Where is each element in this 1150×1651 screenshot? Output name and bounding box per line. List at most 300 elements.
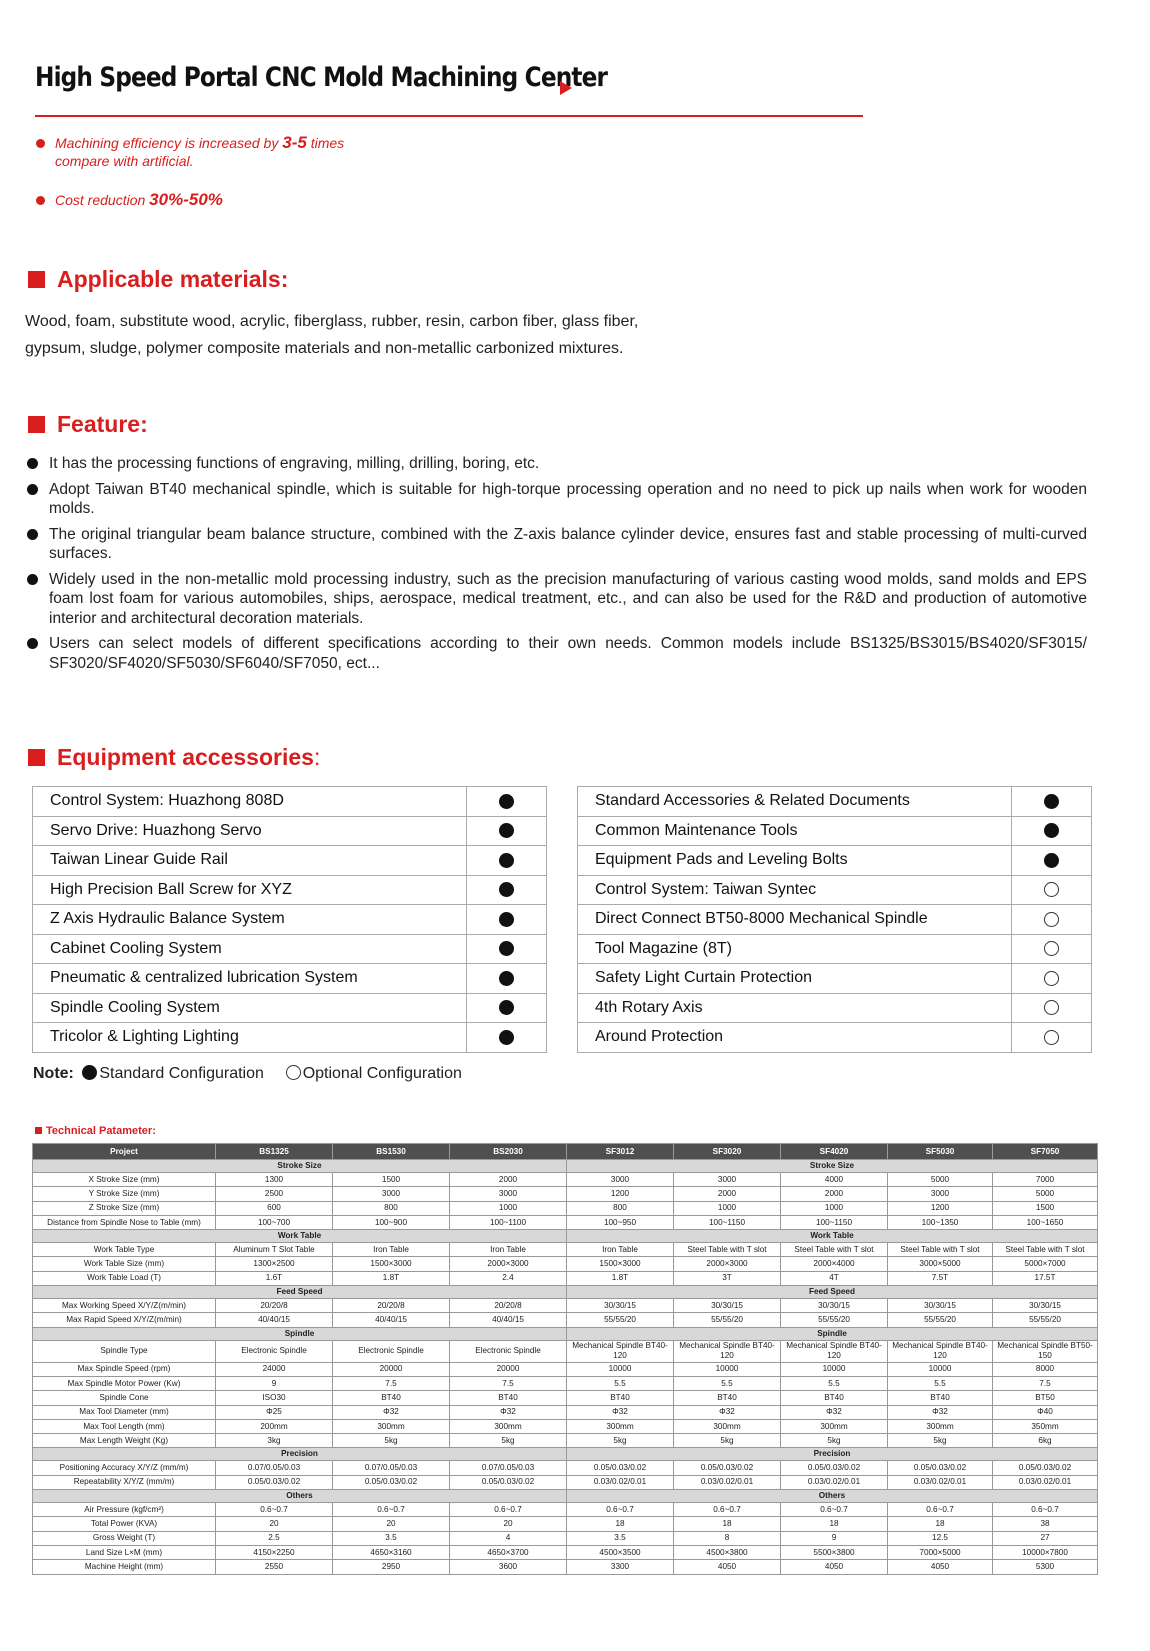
feature-heading: [28, 411, 148, 438]
table-cell: 2.4: [450, 1271, 567, 1285]
accessory-label: Pneumatic & centralized lubrication System: [33, 964, 467, 994]
accessory-label: Control System: Huazhong 808D: [33, 787, 467, 817]
table-cell: 300mm: [567, 1419, 674, 1433]
table-cell: 40/40/15: [333, 1313, 450, 1327]
table-cell: Mechanical Spindle BT40-120: [567, 1340, 674, 1362]
materials-heading: [28, 266, 288, 293]
row-label: Work Table Type: [33, 1243, 216, 1257]
table-cell: 300mm: [333, 1419, 450, 1433]
accessory-label: Z Axis Hydraulic Balance System: [33, 905, 467, 935]
table-cell: 5kg: [888, 1434, 993, 1448]
red-square-icon: [28, 749, 45, 766]
table-cell: 20000: [333, 1362, 450, 1376]
table-cell: 5kg: [781, 1434, 888, 1448]
table-cell: 12.5: [888, 1531, 993, 1545]
feature-item-text: It has the processing functions of engraving, milling, drilling, boring, etc.: [49, 455, 540, 472]
table-cell: Iron Table: [567, 1243, 674, 1257]
highlight-number: 30%-50%: [149, 190, 223, 209]
accessories-heading-colon: :: [313, 744, 321, 770]
section-row: [33, 1160, 1098, 1173]
technical-heading-colon: :: [152, 1125, 156, 1137]
table-cell: BT40: [567, 1391, 674, 1405]
play-arrow-icon: [560, 81, 572, 95]
table-cell: 1300×2500: [216, 1257, 333, 1271]
table-cell: 0.07/0.05/0.03: [450, 1461, 567, 1475]
table-cell: 1500: [993, 1201, 1098, 1215]
section-row: [33, 1448, 1098, 1461]
table-cell: 55/55/20: [567, 1313, 674, 1327]
table-cell: 0.05/0.03/0.02: [567, 1461, 674, 1475]
column-header: BS1530: [333, 1144, 450, 1160]
table-row: [33, 1362, 1098, 1376]
accessory-row: [33, 816, 547, 846]
table-cell: 20: [450, 1517, 567, 1531]
table-cell: 4500×3800: [674, 1545, 781, 1559]
table-cell: 5000×7000: [993, 1257, 1098, 1271]
filled-circle-icon: [499, 1000, 514, 1015]
materials-line: Wood, foam, substitute wood, acrylic, fiberglass, rubber, resin, carbon fiber, glass fiber,: [25, 313, 639, 330]
table-cell: 1.8T: [333, 1271, 450, 1285]
table-row: [33, 1461, 1098, 1475]
table-cell: Φ32: [333, 1405, 450, 1419]
bullet-icon: [27, 638, 38, 649]
table-cell: 4050: [781, 1560, 888, 1574]
note-label: Note:: [33, 1065, 74, 1082]
table-cell: 1500: [333, 1173, 450, 1187]
table-cell: Steel Table with T slot: [993, 1243, 1098, 1257]
table-cell: 3300: [567, 1560, 674, 1574]
row-label: Spindle Type: [33, 1340, 216, 1362]
filled-circle-icon: [82, 1065, 97, 1080]
row-label: Total Power (KVA): [33, 1517, 216, 1531]
table-row: [33, 1434, 1098, 1448]
red-square-icon: [35, 1127, 42, 1134]
table-cell: 18: [674, 1517, 781, 1531]
section-title: Others: [567, 1490, 1098, 1503]
table-cell: 4T: [781, 1271, 888, 1285]
table-cell: 5.5: [674, 1376, 781, 1390]
table-cell: 300mm: [450, 1419, 567, 1433]
table-cell: Φ40: [993, 1405, 1098, 1419]
table-cell: 30/30/15: [993, 1299, 1098, 1313]
table-cell: 7.5: [333, 1376, 450, 1390]
feature-item: [27, 570, 1087, 629]
section-title: Precision: [567, 1448, 1098, 1461]
section-title: Work Table: [33, 1230, 567, 1243]
table-cell: BT40: [674, 1391, 781, 1405]
table-cell: 0.6~0.7: [216, 1503, 333, 1517]
row-label: Work Table Size (mm): [33, 1257, 216, 1271]
table-cell: 200mm: [216, 1419, 333, 1433]
row-label: Work Table Load (T): [33, 1271, 216, 1285]
table-cell: 27: [993, 1531, 1098, 1545]
table-cell: 5.5: [781, 1376, 888, 1390]
accessory-label: Spindle Cooling System: [33, 993, 467, 1023]
accessory-mark-cell: [1012, 816, 1092, 846]
table-cell: 7.5: [450, 1376, 567, 1390]
accessory-row: [578, 1023, 1092, 1053]
accessory-mark-cell: [467, 905, 547, 935]
table-cell: 3000: [333, 1187, 450, 1201]
table-cell: 55/55/20: [674, 1313, 781, 1327]
section-title: Work Table: [567, 1230, 1098, 1243]
highlight-efficiency: [36, 134, 344, 170]
table-row: [33, 1376, 1098, 1390]
row-label: Max Spindle Motor Power (Kw): [33, 1376, 216, 1390]
table-cell: 40/40/15: [450, 1313, 567, 1327]
table-cell: 5.5: [888, 1376, 993, 1390]
table-cell: 24000: [216, 1362, 333, 1376]
row-label: Max Working Speed X/Y/Z(m/min): [33, 1299, 216, 1313]
table-cell: 800: [567, 1201, 674, 1215]
table-cell: 30/30/15: [781, 1299, 888, 1313]
table-row: [33, 1173, 1098, 1187]
table-row: [33, 1517, 1098, 1531]
table-cell: 7.5: [993, 1376, 1098, 1390]
column-header: SF5030: [888, 1144, 993, 1160]
table-cell: Steel Table with T slot: [674, 1243, 781, 1257]
table-cell: 2.5: [216, 1531, 333, 1545]
feature-item-text: Widely used in the non-metallic mold processing industry, such as the precision manufacturing of various casting wood molds, sand molds and EPS foam lost foam for various automobiles, ships, aerospace, medical treatment, etc., and can also be used for the R&D and production of automotive interior and architectural decoration materials.: [49, 570, 1087, 627]
table-cell: 2000×3000: [450, 1257, 567, 1271]
row-label: Max Tool Diameter (mm): [33, 1405, 216, 1419]
table-cell: 1500×3000: [567, 1257, 674, 1271]
table-cell: 3kg: [216, 1434, 333, 1448]
table-cell: 1200: [888, 1201, 993, 1215]
section-title: Precision: [33, 1448, 567, 1461]
accessory-row: [578, 993, 1092, 1023]
table-cell: Mechanical Spindle BT50-150: [993, 1340, 1098, 1362]
filled-circle-icon: [499, 1030, 514, 1045]
filled-circle-icon: [499, 941, 514, 956]
feature-item-text: The original triangular beam balance structure, combined with the Z-axis balance cylinder device, ensures fast and stable processing of multi-curved surfaces.: [49, 525, 1087, 562]
table-cell: 9: [781, 1531, 888, 1545]
empty-circle-icon: [1044, 882, 1059, 897]
table-row: [33, 1243, 1098, 1257]
table-cell: Electronic Spindle: [333, 1340, 450, 1362]
table-cell: Φ32: [781, 1405, 888, 1419]
table-cell: 100~1350: [888, 1215, 993, 1229]
highlight-text: Machining efficiency is increased by: [55, 135, 283, 151]
table-cell: 1300: [216, 1173, 333, 1187]
accessory-mark-cell: [1012, 905, 1092, 935]
feature-list: [27, 454, 1087, 679]
table-cell: 5300: [993, 1560, 1098, 1574]
empty-circle-icon: [286, 1065, 301, 1080]
row-label: Y Stroke Size (mm): [33, 1187, 216, 1201]
table-cell: BT40: [888, 1391, 993, 1405]
table-cell: 10000: [674, 1362, 781, 1376]
accessories-heading-text: Equipment accessories: [57, 744, 314, 770]
row-label: Positioning Accuracy X/Y/Z (mm/m): [33, 1461, 216, 1475]
accessory-label: Around Protection: [578, 1023, 1012, 1053]
accessory-mark-cell: [1012, 964, 1092, 994]
table-cell: 3000: [450, 1187, 567, 1201]
section-title: Stroke Size: [33, 1160, 567, 1173]
table-cell: 0.03/0.02/0.01: [781, 1475, 888, 1489]
table-row: [33, 1391, 1098, 1405]
table-cell: BT50: [993, 1391, 1098, 1405]
table-cell: 18: [888, 1517, 993, 1531]
table-cell: Iron Table: [333, 1243, 450, 1257]
accessories-heading: [28, 744, 320, 771]
table-cell: 100~700: [216, 1215, 333, 1229]
table-row: [33, 1340, 1098, 1362]
table-row: [33, 1545, 1098, 1559]
accessory-row: [578, 846, 1092, 876]
accessories-table-right: [577, 786, 1092, 1053]
table-cell: 3000: [567, 1173, 674, 1187]
highlight-text: Cost reduction: [55, 192, 150, 208]
accessory-label: 4th Rotary Axis: [578, 993, 1012, 1023]
table-cell: 1.6T: [216, 1271, 333, 1285]
feature-item-text: Adopt Taiwan BT40 mechanical spindle, which is suitable for high-torque processing operation and no need to pick up nails when work for wooden molds.: [49, 480, 1087, 517]
feature-heading-text: Feature:: [57, 411, 148, 437]
red-square-icon: [28, 271, 45, 288]
row-label: Max Rapid Speed X/Y/Z(m/min): [33, 1313, 216, 1327]
accessory-mark-cell: [467, 816, 547, 846]
table-row: [33, 1560, 1098, 1574]
accessory-row: [578, 875, 1092, 905]
accessory-mark-cell: [1012, 875, 1092, 905]
column-header: SF4020: [781, 1144, 888, 1160]
table-cell: Steel Table with T slot: [781, 1243, 888, 1257]
row-label: Z Stroke Size (mm): [33, 1201, 216, 1215]
empty-circle-icon: [1044, 1030, 1059, 1045]
table-row: [33, 1271, 1098, 1285]
highlight-text: times: [306, 135, 345, 151]
accessory-row: [578, 816, 1092, 846]
accessory-mark-cell: [467, 934, 547, 964]
table-cell: 100~1650: [993, 1215, 1098, 1229]
table-cell: 20/20/8: [450, 1299, 567, 1313]
feature-item: [27, 525, 1087, 564]
column-header: BS1325: [216, 1144, 333, 1160]
accessory-label: Tricolor & Lighting Lighting: [33, 1023, 467, 1053]
table-cell: 100~1150: [781, 1215, 888, 1229]
table-cell: 5kg: [567, 1434, 674, 1448]
column-header: SF7050: [993, 1144, 1098, 1160]
table-cell: 2000: [674, 1187, 781, 1201]
table-cell: 10000: [567, 1362, 674, 1376]
table-cell: 100~900: [333, 1215, 450, 1229]
table-cell: 4150×2250: [216, 1545, 333, 1559]
accessory-row: [33, 846, 547, 876]
table-row: [33, 1299, 1098, 1313]
accessory-label: Tool Magazine (8T): [578, 934, 1012, 964]
technical-table: [32, 1143, 1098, 1575]
table-cell: 4650×3700: [450, 1545, 567, 1559]
accessory-row: [33, 964, 547, 994]
table-cell: 55/55/20: [781, 1313, 888, 1327]
accessory-row: [33, 1023, 547, 1053]
accessory-label: Standard Accessories & Related Documents: [578, 787, 1012, 817]
table-cell: 600: [216, 1201, 333, 1215]
row-label: Machine Height (mm): [33, 1560, 216, 1574]
filled-circle-icon: [499, 853, 514, 868]
table-cell: 2000: [450, 1173, 567, 1187]
table-cell: 3.5: [333, 1531, 450, 1545]
table-cell: 8: [674, 1531, 781, 1545]
table-cell: 100~1100: [450, 1215, 567, 1229]
table-cell: Mechanical Spindle BT40-120: [888, 1340, 993, 1362]
row-label: Max Length Weight (Kg): [33, 1434, 216, 1448]
table-cell: 55/55/20: [993, 1313, 1098, 1327]
accessory-label: Common Maintenance Tools: [578, 816, 1012, 846]
table-cell: 0.6~0.7: [450, 1503, 567, 1517]
red-bullet-icon: [36, 196, 45, 205]
table-cell: 0.05/0.03/0.02: [674, 1461, 781, 1475]
accessory-row: [33, 905, 547, 935]
table-cell: 38: [993, 1517, 1098, 1531]
table-cell: 5kg: [450, 1434, 567, 1448]
table-cell: 100~950: [567, 1215, 674, 1229]
accessory-row: [33, 993, 547, 1023]
highlight-number: 3-5: [282, 133, 307, 152]
table-cell: 18: [781, 1517, 888, 1531]
table-cell: BT40: [781, 1391, 888, 1405]
table-row: [33, 1503, 1098, 1517]
row-label: Gross Weight (T): [33, 1531, 216, 1545]
table-cell: 40/40/15: [216, 1313, 333, 1327]
table-cell: 100~1150: [674, 1215, 781, 1229]
table-cell: 300mm: [781, 1419, 888, 1433]
accessory-row: [578, 934, 1092, 964]
accessory-label: Servo Drive: Huazhong Servo: [33, 816, 467, 846]
table-cell: 55/55/20: [888, 1313, 993, 1327]
table-cell: 30/30/15: [567, 1299, 674, 1313]
accessory-mark-cell: [1012, 934, 1092, 964]
table-cell: 350mm: [993, 1419, 1098, 1433]
table-cell: Φ25: [216, 1405, 333, 1419]
highlight-text-line2: compare with artificial.: [55, 153, 194, 169]
table-cell: 0.05/0.03/0.02: [450, 1475, 567, 1489]
table-row: [33, 1531, 1098, 1545]
row-label: X Stroke Size (mm): [33, 1173, 216, 1187]
table-cell: Mechanical Spindle BT40-120: [781, 1340, 888, 1362]
table-cell: 8000: [993, 1362, 1098, 1376]
table-cell: 3.5: [567, 1531, 674, 1545]
filled-circle-icon: [1044, 853, 1059, 868]
table-cell: 0.07/0.05/0.03: [333, 1461, 450, 1475]
table-cell: 4050: [674, 1560, 781, 1574]
feature-item: [27, 480, 1087, 519]
row-label: Air Pressure (kgf/cm²): [33, 1503, 216, 1517]
table-cell: 17.5T: [993, 1271, 1098, 1285]
table-cell: 4: [450, 1531, 567, 1545]
table-cell: 4650×3160: [333, 1545, 450, 1559]
table-cell: 0.6~0.7: [567, 1503, 674, 1517]
accessory-mark-cell: [467, 875, 547, 905]
accessory-mark-cell: [1012, 787, 1092, 817]
table-cell: 4050: [888, 1560, 993, 1574]
table-cell: 2000: [781, 1187, 888, 1201]
table-cell: 0.05/0.03/0.02: [216, 1475, 333, 1489]
table-cell: 30/30/15: [674, 1299, 781, 1313]
row-label: Max Tool Length (mm): [33, 1419, 216, 1433]
table-cell: 5.5: [567, 1376, 674, 1390]
feature-item-text: Users can select models of different specifications according to their own needs. Common models include BS1325/BS3015/BS4020/SF3015/ SF3020/SF4020/SF5030/SF6040/SF7050, ect...: [49, 635, 1087, 672]
page-title: High Speed Portal CNC Mold Machining Center: [35, 62, 608, 93]
materials-heading-text: Applicable materials:: [57, 266, 289, 292]
table-cell: 5kg: [674, 1434, 781, 1448]
table-cell: 0.6~0.7: [781, 1503, 888, 1517]
table-cell: BT40: [333, 1391, 450, 1405]
table-cell: Iron Table: [450, 1243, 567, 1257]
table-cell: 0.05/0.03/0.02: [888, 1461, 993, 1475]
accessory-row: [33, 875, 547, 905]
accessory-label: Direct Connect BT50-8000 Mechanical Spindle: [578, 905, 1012, 935]
section-title: Feed Speed: [567, 1286, 1098, 1299]
empty-circle-icon: [1044, 912, 1059, 927]
table-cell: 10000: [888, 1362, 993, 1376]
table-row: [33, 1475, 1098, 1489]
table-cell: 10000×7800: [993, 1545, 1098, 1559]
empty-circle-icon: [1044, 971, 1059, 986]
table-cell: 0.6~0.7: [333, 1503, 450, 1517]
accessory-mark-cell: [1012, 993, 1092, 1023]
row-label: Max Spindle Speed (rpm): [33, 1362, 216, 1376]
filled-circle-icon: [499, 882, 514, 897]
accessory-label: Control System: Taiwan Syntec: [578, 875, 1012, 905]
table-cell: 2500: [216, 1187, 333, 1201]
table-cell: Steel Table with T slot: [888, 1243, 993, 1257]
accessory-row: [578, 964, 1092, 994]
table-row: [33, 1201, 1098, 1215]
table-row: [33, 1405, 1098, 1419]
table-cell: 10000: [781, 1362, 888, 1376]
filled-circle-icon: [499, 794, 514, 809]
table-cell: 0.6~0.7: [993, 1503, 1098, 1517]
table-cell: 2950: [333, 1560, 450, 1574]
note-standard: Standard Configuration: [99, 1065, 264, 1082]
table-cell: 1.8T: [567, 1271, 674, 1285]
table-cell: Φ32: [888, 1405, 993, 1419]
section-title: Stroke Size: [567, 1160, 1098, 1173]
red-square-icon: [28, 416, 45, 433]
table-cell: BT40: [450, 1391, 567, 1405]
column-header: Project: [33, 1144, 216, 1160]
section-title: Spindle: [33, 1327, 567, 1340]
table-cell: 0.07/0.05/0.03: [216, 1461, 333, 1475]
accessory-label: Cabinet Cooling System: [33, 934, 467, 964]
table-cell: 0.05/0.03/0.02: [781, 1461, 888, 1475]
table-cell: 20: [216, 1517, 333, 1531]
table-cell: 300mm: [674, 1419, 781, 1433]
accessory-label: High Precision Ball Screw for XYZ: [33, 875, 467, 905]
table-cell: 3000: [674, 1173, 781, 1187]
technical-heading: [35, 1125, 156, 1137]
accessory-mark-cell: [1012, 846, 1092, 876]
table-cell: 0.05/0.03/0.02: [993, 1461, 1098, 1475]
accessory-row: [578, 905, 1092, 935]
table-cell: 1200: [567, 1187, 674, 1201]
table-cell: 2000×3000: [674, 1257, 781, 1271]
section-row: [33, 1490, 1098, 1503]
table-cell: Φ32: [567, 1405, 674, 1419]
table-row: [33, 1419, 1098, 1433]
section-row: [33, 1230, 1098, 1243]
table-cell: 3T: [674, 1271, 781, 1285]
filled-circle-icon: [499, 971, 514, 986]
table-cell: Φ32: [674, 1405, 781, 1419]
accessory-label: Equipment Pads and Leveling Bolts: [578, 846, 1012, 876]
table-cell: 5000: [888, 1173, 993, 1187]
column-header: SF3012: [567, 1144, 674, 1160]
table-cell: 2000×4000: [781, 1257, 888, 1271]
table-cell: 7000: [993, 1173, 1098, 1187]
row-label: Land Size L×M (mm): [33, 1545, 216, 1559]
